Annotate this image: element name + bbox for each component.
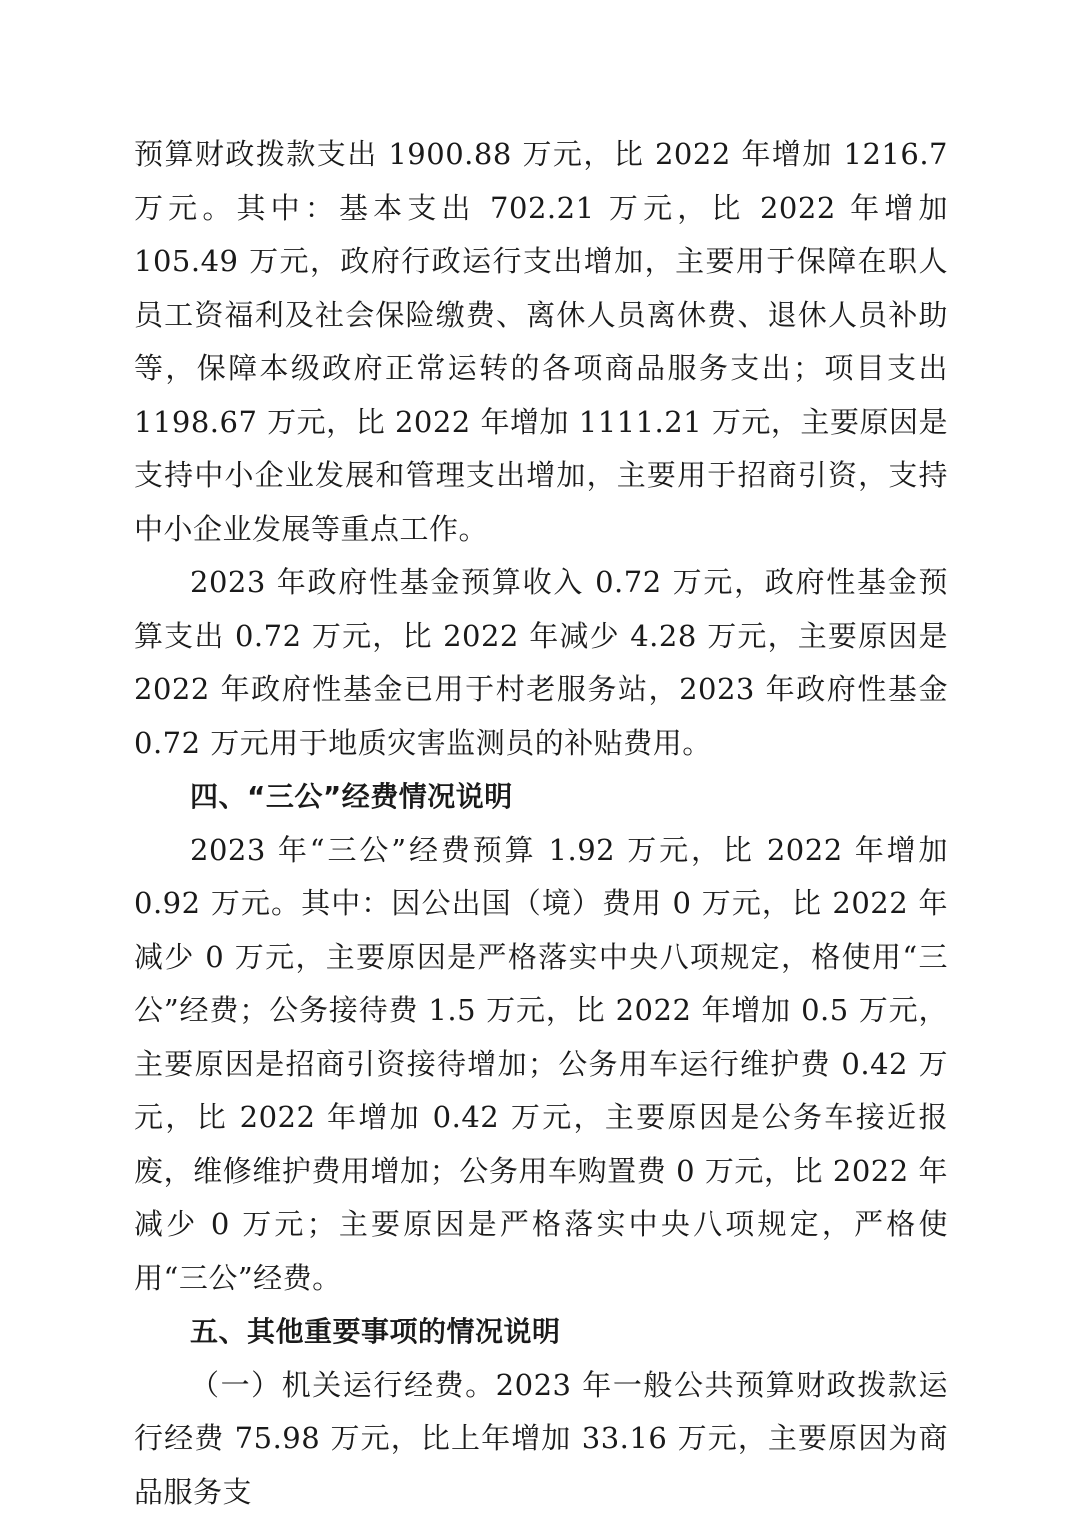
document-body xyxy=(134,128,948,1519)
paragraph-government-fund: 2023 年政府性基金预算收入 0.72 万元，政府性基金预算支出 0.72 万元，比 2022 年减少 4.28 万元，主要原因是 2022 年政府性基金已用于村老服务站，2023 年政府性基金 0.72 万元用于地质灾害监测员的补贴费用。 xyxy=(134,565,948,760)
paragraph-budget-expenditure: 预算财政拨款支出 1900.88 万元，比 2022 年增加 1216.7 万元。其中：基本支出 702.21 万元，比 2022 年增加 105.49 万元，政府行政运行支出增加，主要用于保障在职人员工资福利及社会保险缴费、离休人员离休费、退休人员补助等，保障本级政府正常运转的各项商品服务支出；项目支出 1198.67 万元，比 2022 年增加 1111.21 万元，主要原因是 支持中小企业发展和管理支出增加，主要用于招商引资，支持中小企业发展等重点工作。 xyxy=(134,137,948,546)
paragraph-three-public-expenses: 2023 年“三公”经费预算 1.92 万元，比 2022 年增加 0.92 万元。其中：因公出国（境）费用 0 万元，比 2022 年减少 0 万元，主要原因是严格落实中央八项规定，格使用“三公”经费；公务接待费 1.5 万元，比 2022 年增加 0.5 万元，主要原因是招商引资接待增加；公务用车运行维护费 0.42 万元，比 2022 年增加 0.42 万元，主要原因是公务车接近报废，维修维护费用增加；公务用车购置费 0 万元，比 2022 年减少 0 万元；主要原因是严格落实中央八项规定，严格使用“三公”经费。 xyxy=(134,832,948,1295)
paragraph-agency-operating-expenses: （一）机关运行经费。2023 年一般公共预算财政拨款运行经费 75.98 万元，比上年增加 33.16 万元，主要原因为商品服务支 xyxy=(134,1367,948,1509)
section-heading-three-public-expenses: 四、“三公”经费情况说明 xyxy=(190,780,513,813)
section-heading-other-matters: 五、其他重要事项的情况说明 xyxy=(190,1315,561,1348)
